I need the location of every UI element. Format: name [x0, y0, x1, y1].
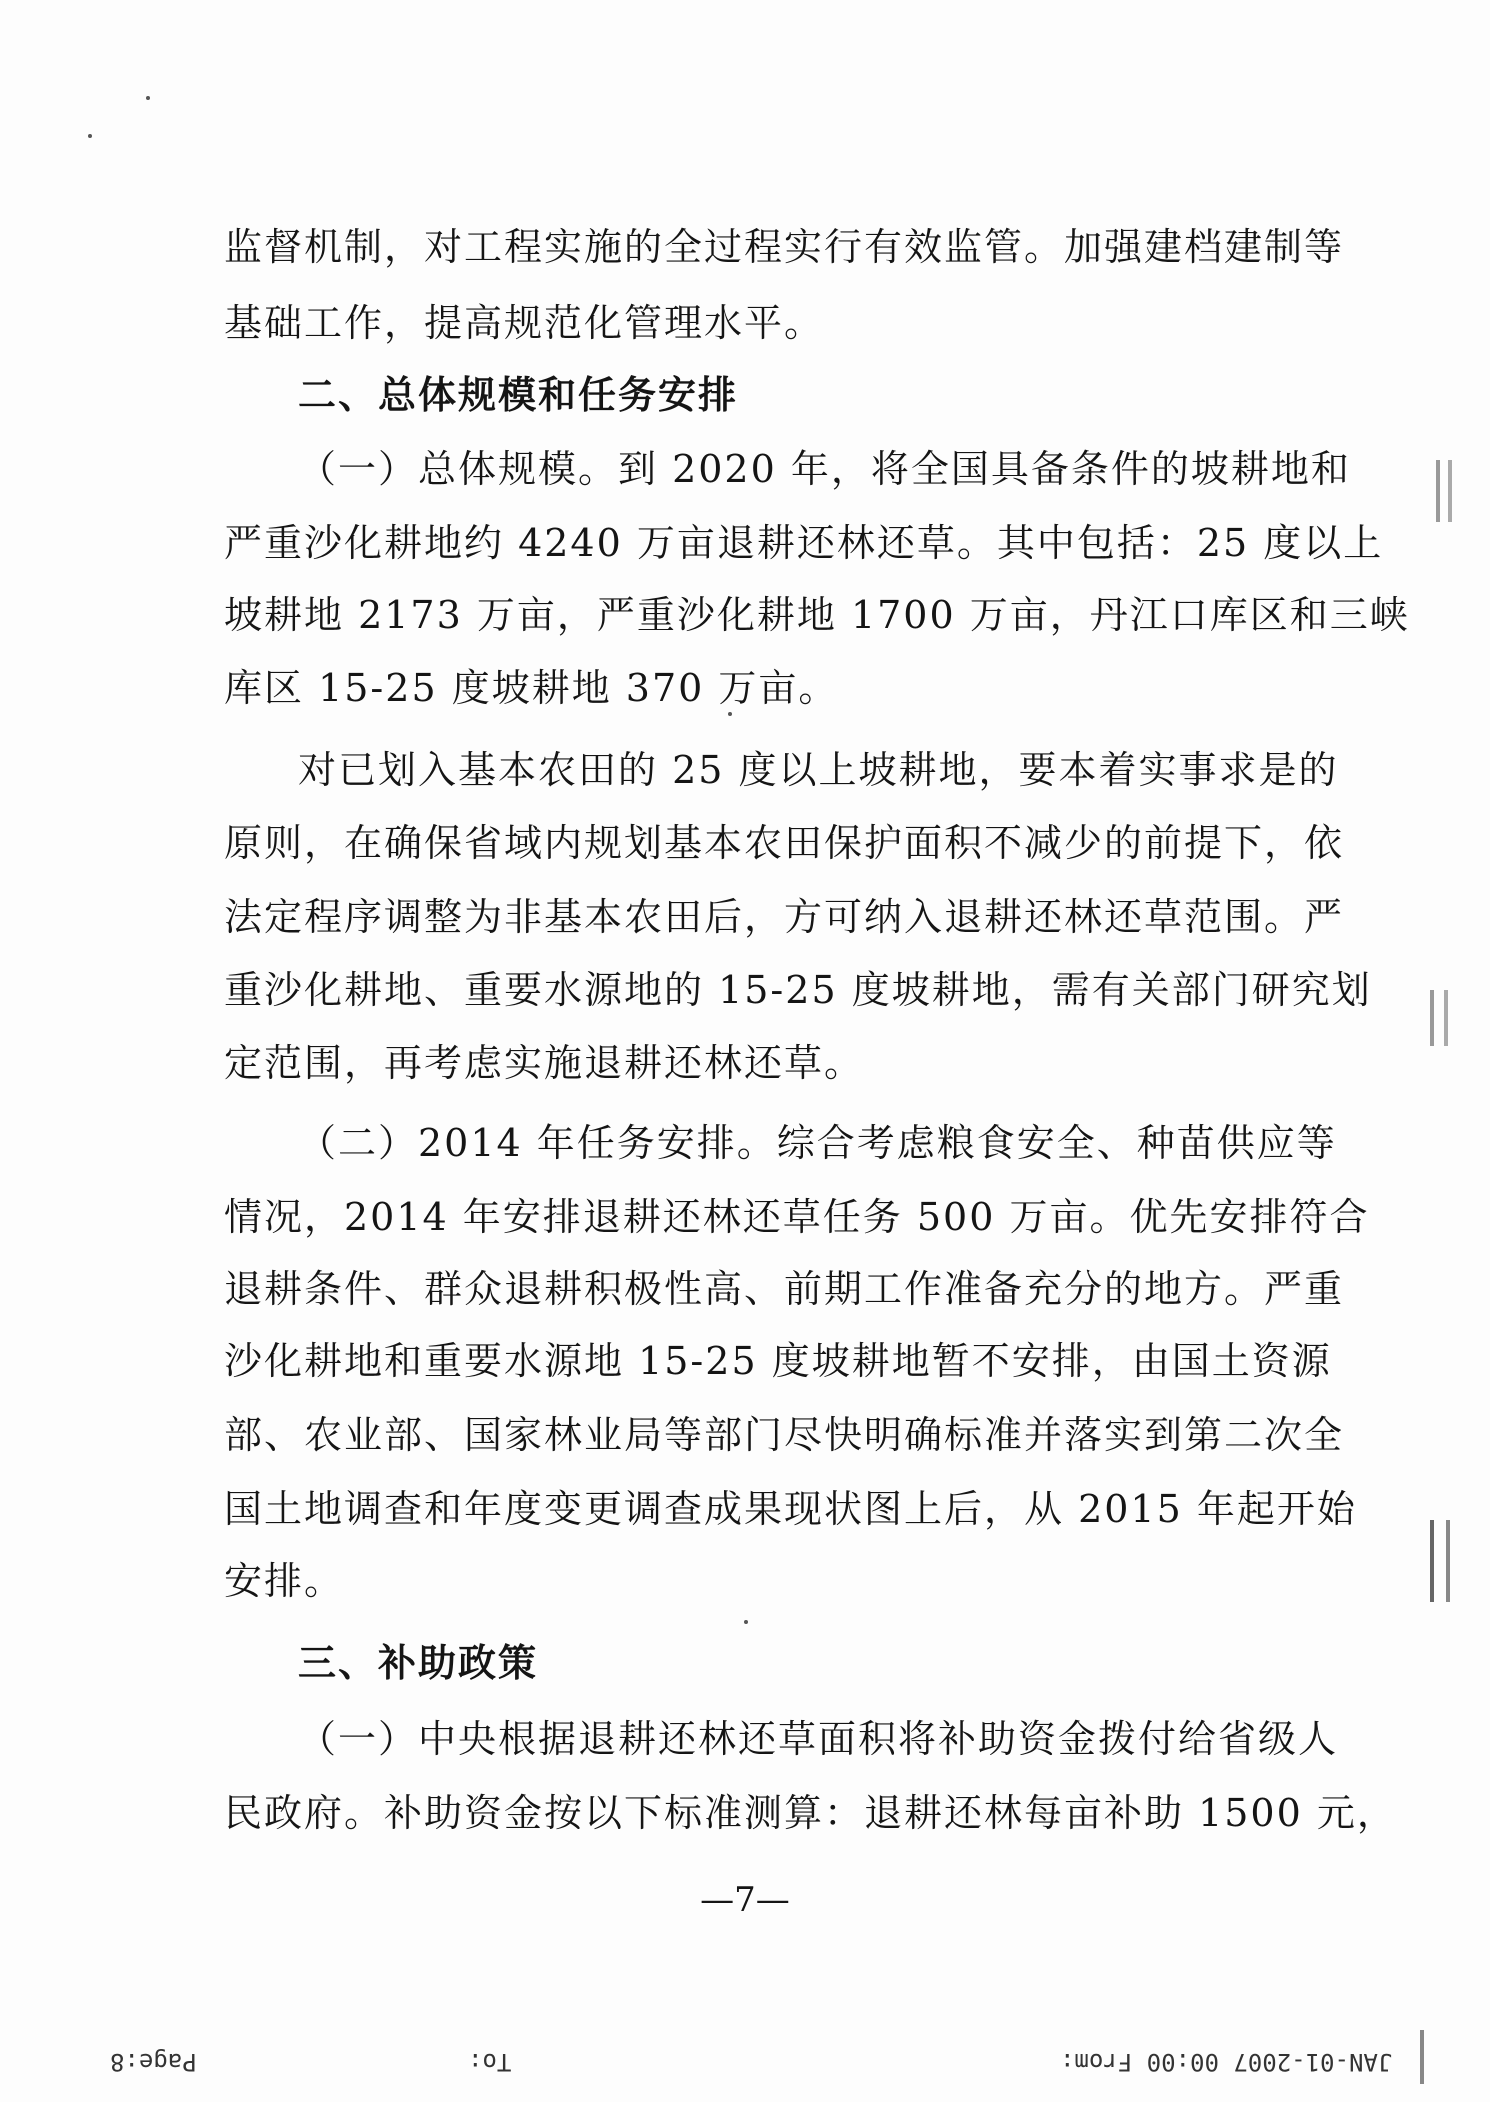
scan-speck-2	[88, 134, 92, 138]
fax-header-to: To:	[468, 2048, 512, 2076]
text-line-9: 原则，在确保省域内规划基本农田保护面积不减少的前提下，依	[224, 821, 1345, 865]
page-number: —7—	[700, 1880, 790, 1920]
text-line-7: 库区 15-25 度坡耕地 370 万亩。	[224, 666, 839, 710]
text-line-12: 定范围，再考虑实施退耕还林还草。	[224, 1041, 865, 1085]
text-line-10: 法定程序调整为非基本农田后，方可纳入退耕还林还草范围。严	[224, 895, 1345, 939]
text-line-13: （二）2014 年任务安排。综合考虑粮食安全、种苗供应等	[298, 1121, 1337, 1165]
text-line-11: 重沙化耕地、重要水源地的 15-25 度坡耕地，需有关部门研究划	[224, 968, 1372, 1012]
scan-mark-6	[1446, 1520, 1450, 1602]
text-line-19: 安排。	[224, 1559, 345, 1603]
text-line-18: 国土地调查和年度变更调查成果现状图上后，从 2015 年起开始	[224, 1487, 1357, 1531]
text-line-21: （一）中央根据退耕还林还草面积将补助资金拨付给省级人	[298, 1717, 1339, 1761]
text-line-16: 沙化耕地和重要水源地 15-25 度坡耕地暂不安排，由国土资源	[224, 1339, 1332, 1383]
scan-mark-1	[1436, 460, 1440, 522]
section-heading-3: 三、补助政策	[298, 1641, 539, 1685]
scan-speck-4	[744, 1620, 748, 1624]
text-line-8: 对已划入基本农田的 25 度以上坡耕地，要本着实事求是的	[298, 748, 1339, 792]
text-line-14: 情况，2014 年安排退耕还林还草任务 500 万亩。优先安排符合	[224, 1195, 1370, 1239]
scan-mark-2	[1448, 460, 1452, 522]
section-heading-2: 二、总体规模和任务安排	[298, 373, 739, 417]
text-line-22: 民政府。补助资金按以下标准测算：退耕还林每亩补助 1500 元，	[224, 1791, 1397, 1835]
scan-mark-7	[1420, 2030, 1424, 2084]
scan-speck-1	[146, 96, 150, 100]
text-line-5: 严重沙化耕地约 4240 万亩退耕还林还草。其中包括：25 度以上	[224, 521, 1384, 565]
text-line-17: 部、农业部、国家林业局等部门尽快明确标准并落实到第二次全	[224, 1413, 1345, 1457]
text-line-2: 基础工作，提高规范化管理水平。	[224, 301, 825, 345]
scan-mark-4	[1444, 990, 1448, 1046]
fax-header-page: Page:8	[110, 2048, 197, 2076]
text-line-15: 退耕条件、群众退耕积极性高、前期工作准备充分的地方。严重	[224, 1267, 1345, 1311]
text-line-6: 坡耕地 2173 万亩，严重沙化耕地 1700 万亩，丹江口库区和三峡	[224, 593, 1410, 637]
fax-header-date: JAN-01-2007 00:00 From:	[1060, 2048, 1393, 2076]
text-line-1: 监督机制，对工程实施的全过程实行有效监管。加强建档建制等	[224, 225, 1345, 269]
scan-speck-3	[728, 712, 732, 716]
scan-mark-3	[1430, 990, 1434, 1046]
scan-mark-5	[1430, 1520, 1434, 1602]
text-line-4: （一）总体规模。到 2020 年，将全国具备条件的坡耕地和	[298, 447, 1351, 491]
